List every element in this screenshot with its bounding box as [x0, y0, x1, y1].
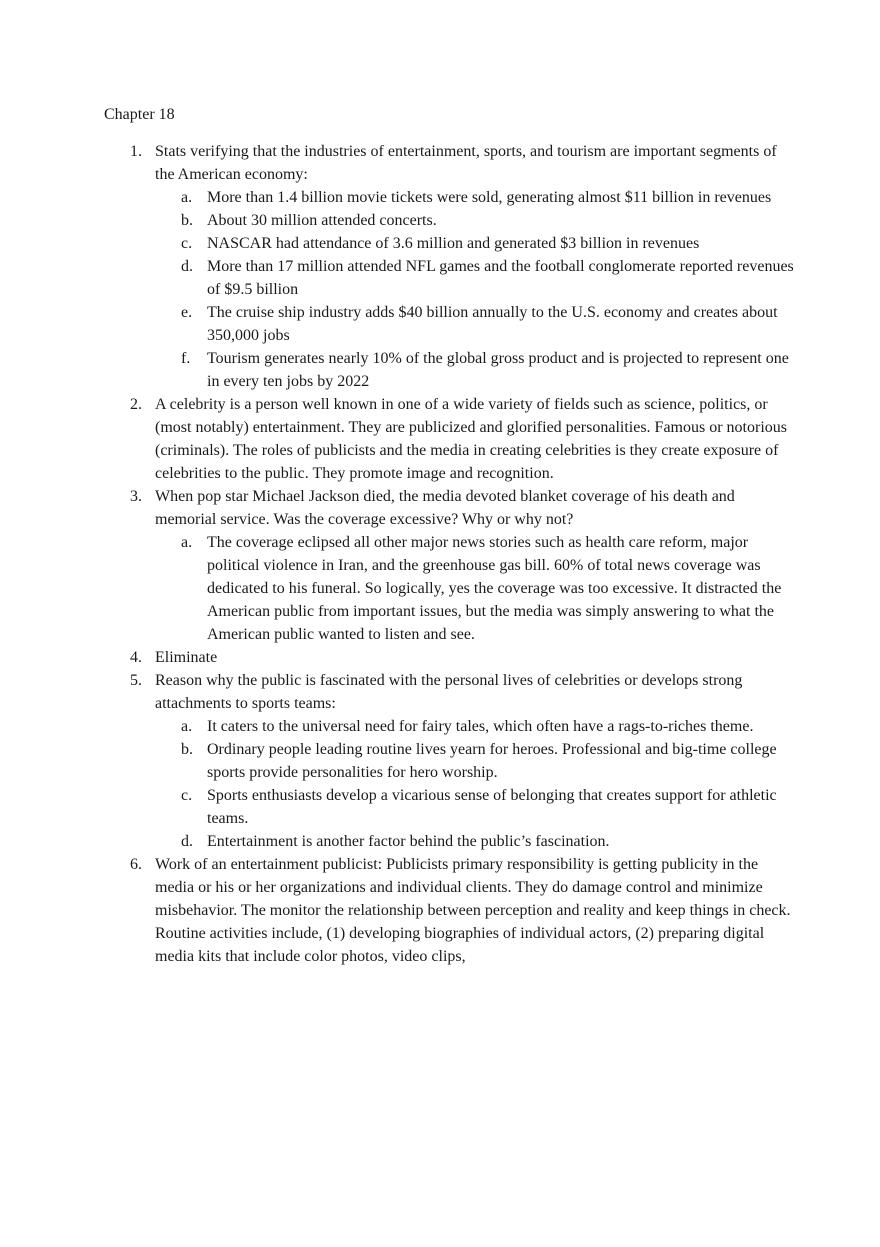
- sub-item-letter: c.: [181, 235, 193, 252]
- sub-item-text: NASCAR had attendance of 3.6 million and generated $3 billion in revenues: [207, 235, 700, 252]
- sub-item: [104, 186, 794, 209]
- sub-item: [104, 255, 794, 301]
- item-text: Stats verifying that the industries of entertainment, sports, and tourism are important segments of the American economy:: [155, 143, 777, 183]
- sub-item-letter: a.: [181, 534, 193, 551]
- sub-item-text: Tourism generates nearly 10% of the global gross product and is projected to represent one in every ten jobs by 2022: [207, 350, 789, 390]
- chapter-title: Chapter 18: [104, 106, 175, 123]
- sub-item-letter: b.: [181, 212, 193, 229]
- sub-item-letter: d.: [181, 258, 193, 275]
- sub-item-letter: c.: [181, 787, 193, 804]
- sub-item-text: It caters to the universal need for fairy tales, which often have a rags-to-riches theme.: [207, 718, 754, 735]
- sub-item-text: Sports enthusiasts develop a vicarious sense of belonging that creates support for athletic teams.: [207, 787, 777, 827]
- sub-item-letter: f.: [181, 350, 191, 367]
- sub-item-text: Ordinary people leading routine lives yearn for heroes. Professional and big-time college sports provide personalities for hero worship.: [207, 741, 777, 781]
- sub-item: [104, 715, 794, 738]
- numbered-list: [104, 140, 794, 968]
- sub-item: [104, 232, 794, 255]
- sub-item: [104, 738, 794, 784]
- item-text: When pop star Michael Jackson died, the media devoted blanket coverage of his death and memorial service. Was the coverage excessive? Why or why not?: [155, 488, 735, 528]
- sub-item: [104, 531, 794, 646]
- item-text: Work of an entertainment publicist: Publicists primary responsibility is getting publicity in the media or his or her organizations and individual clients. They do damage control and minimize misbehavior. The monitor the relationship between perception and reality and keep things in check. Routine activities include, (1) developing biographies of individual actors, (2) preparing digital media kits that include color photos, video clips,: [155, 856, 791, 965]
- item-text: Eliminate: [155, 649, 218, 666]
- list-item-4: [104, 646, 794, 669]
- list-item-2: [104, 393, 794, 485]
- item-number: 2.: [130, 396, 142, 413]
- sub-item-text: The coverage eclipsed all other major news stories such as health care reform, major political violence in Iran, and the greenhouse gas bill. 60% of total news coverage was dedicated to his funeral. So logically, yes the coverage was too excessive. It distracted the American public from important issues, but the media was simply answering to what the American public wanted to listen and see.: [207, 534, 782, 643]
- list-item-1: [104, 140, 794, 186]
- item-number: 4.: [130, 649, 142, 666]
- sub-item-letter: a.: [181, 718, 193, 735]
- list-item-3: [104, 485, 794, 531]
- sub-item: [104, 209, 794, 232]
- sub-item: [104, 301, 794, 347]
- item-number: 1.: [130, 143, 142, 160]
- sub-item-letter: d.: [181, 833, 193, 850]
- sub-item-letter: b.: [181, 741, 193, 758]
- sub-item-letter: e.: [181, 304, 193, 321]
- sub-item: [104, 784, 794, 830]
- sub-item: [104, 347, 794, 393]
- sub-item-text: Entertainment is another factor behind the public’s fascination.: [207, 833, 610, 850]
- sub-item-text: More than 17 million attended NFL games and the football conglomerate reported revenues of $9.5 billion: [207, 258, 794, 298]
- item-number: 5.: [130, 672, 142, 689]
- sub-item: [104, 830, 794, 853]
- list-item-5: [104, 669, 794, 715]
- item-number: 6.: [130, 856, 142, 873]
- item-text: A celebrity is a person well known in one of a wide variety of fields such as science, politics, or (most notably) entertainment. They are publicized and glorified personalities. Famous or notorious (criminals). The roles of publicists and the media in creating celebrities is they create exposure of celebrities to the public. They promote image and recognition.: [155, 396, 787, 482]
- sub-item-text: The cruise ship industry adds $40 billion annually to the U.S. economy and creates about 350,000 jobs: [207, 304, 778, 344]
- item-text: Reason why the public is fascinated with the personal lives of celebrities or develops strong attachments to sports teams:: [155, 672, 743, 712]
- sub-item-text: About 30 million attended concerts.: [207, 212, 437, 229]
- sub-item-letter: a.: [181, 189, 193, 206]
- list-item-6: [104, 853, 794, 968]
- sub-item-text: More than 1.4 billion movie tickets were sold, generating almost $11 billion in revenues: [207, 189, 772, 206]
- item-number: 3.: [130, 488, 142, 505]
